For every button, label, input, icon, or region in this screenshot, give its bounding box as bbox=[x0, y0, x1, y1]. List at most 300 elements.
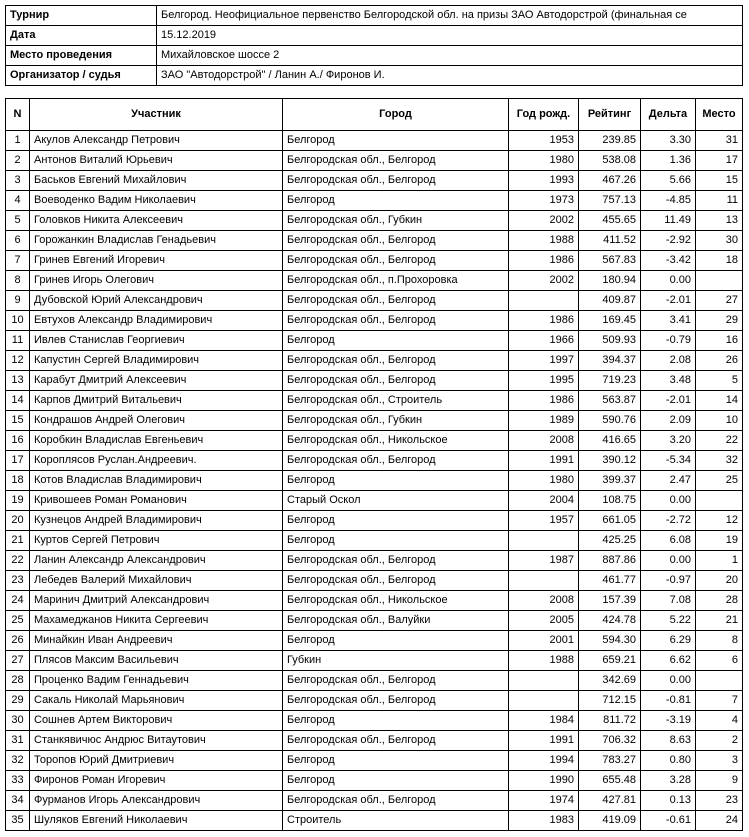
cell-city: Белгородская обл., Строитель bbox=[283, 391, 509, 411]
info-value: ЗАО "Автодорстрой" / Ланин А./ Фиронов И. bbox=[157, 66, 743, 86]
cell-birth-year: 2002 bbox=[509, 211, 579, 231]
table-row bbox=[6, 611, 743, 631]
cell-city: Белгородская обл., Белгород bbox=[283, 671, 509, 691]
table-row bbox=[6, 391, 743, 411]
cell-rating: 509.93 bbox=[579, 331, 641, 351]
header-delta: Дельта bbox=[641, 99, 696, 131]
cell-n: 21 bbox=[6, 531, 30, 551]
cell-birth-year: 1995 bbox=[509, 371, 579, 391]
cell-participant: Коробкин Владислав Евгеньевич bbox=[30, 431, 283, 451]
table-row bbox=[6, 631, 743, 651]
cell-delta: 7.08 bbox=[641, 591, 696, 611]
cell-participant: Куртов Сергей Петрович bbox=[30, 531, 283, 551]
cell-birth-year bbox=[509, 571, 579, 591]
table-row bbox=[6, 211, 743, 231]
cell-participant: Минайкин Иван Андреевич bbox=[30, 631, 283, 651]
cell-city: Белгородская обл., Белгород bbox=[283, 371, 509, 391]
cell-rating: 467.26 bbox=[579, 171, 641, 191]
cell-place: 32 bbox=[696, 451, 743, 471]
cell-delta: -3.19 bbox=[641, 711, 696, 731]
cell-delta: 0.13 bbox=[641, 791, 696, 811]
table-row bbox=[6, 811, 743, 831]
cell-participant: Махамеджанов Никита Сергеевич bbox=[30, 611, 283, 631]
cell-rating: 590.76 bbox=[579, 411, 641, 431]
table-row bbox=[6, 791, 743, 811]
cell-city: Строитель bbox=[283, 811, 509, 831]
cell-place: 14 bbox=[696, 391, 743, 411]
cell-delta: 3.30 bbox=[641, 131, 696, 151]
cell-n: 18 bbox=[6, 471, 30, 491]
cell-birth-year: 1983 bbox=[509, 811, 579, 831]
cell-place: 2 bbox=[696, 731, 743, 751]
cell-delta: 11.49 bbox=[641, 211, 696, 231]
cell-n: 14 bbox=[6, 391, 30, 411]
table-row bbox=[6, 411, 743, 431]
cell-place: 30 bbox=[696, 231, 743, 251]
cell-place: 22 bbox=[696, 431, 743, 451]
cell-n: 11 bbox=[6, 331, 30, 351]
cell-n: 28 bbox=[6, 671, 30, 691]
table-row bbox=[6, 151, 743, 171]
cell-place: 3 bbox=[696, 751, 743, 771]
cell-participant: Лебедев Валерий Михайлович bbox=[30, 571, 283, 591]
cell-birth-year: 1994 bbox=[509, 751, 579, 771]
header-birth-year: Год рожд. bbox=[509, 99, 579, 131]
cell-delta: 3.41 bbox=[641, 311, 696, 331]
cell-rating: 390.12 bbox=[579, 451, 641, 471]
cell-rating: 157.39 bbox=[579, 591, 641, 611]
cell-n: 22 bbox=[6, 551, 30, 571]
info-row-tournament bbox=[6, 6, 743, 26]
cell-delta: 0.00 bbox=[641, 671, 696, 691]
header-n: N bbox=[6, 99, 30, 131]
cell-city: Белгородская обл., п.Прохоровка bbox=[283, 271, 509, 291]
cell-rating: 108.75 bbox=[579, 491, 641, 511]
cell-birth-year: 1984 bbox=[509, 711, 579, 731]
table-row bbox=[6, 231, 743, 251]
cell-rating: 461.77 bbox=[579, 571, 641, 591]
cell-city: Белгородская обл., Губкин bbox=[283, 211, 509, 231]
cell-rating: 416.65 bbox=[579, 431, 641, 451]
cell-place: 27 bbox=[696, 291, 743, 311]
table-row bbox=[6, 651, 743, 671]
cell-n: 23 bbox=[6, 571, 30, 591]
cell-rating: 594.30 bbox=[579, 631, 641, 651]
cell-n: 3 bbox=[6, 171, 30, 191]
cell-place: 19 bbox=[696, 531, 743, 551]
table-row bbox=[6, 491, 743, 511]
cell-delta: -2.01 bbox=[641, 391, 696, 411]
cell-n: 34 bbox=[6, 791, 30, 811]
cell-delta: 5.22 bbox=[641, 611, 696, 631]
cell-participant: Фурманов Игорь Александрович bbox=[30, 791, 283, 811]
cell-rating: 757.13 bbox=[579, 191, 641, 211]
cell-birth-year: 2002 bbox=[509, 271, 579, 291]
cell-delta: 0.80 bbox=[641, 751, 696, 771]
table-row bbox=[6, 771, 743, 791]
cell-birth-year: 2001 bbox=[509, 631, 579, 651]
cell-delta: 0.00 bbox=[641, 491, 696, 511]
cell-n: 7 bbox=[6, 251, 30, 271]
cell-n: 20 bbox=[6, 511, 30, 531]
cell-participant: Баськов Евгений Михайлович bbox=[30, 171, 283, 191]
cell-participant: Сакаль Николай Марьянович bbox=[30, 691, 283, 711]
cell-city: Белгородская обл., Белгород bbox=[283, 231, 509, 251]
cell-participant: Гринев Евгений Игоревич bbox=[30, 251, 283, 271]
cell-birth-year: 1993 bbox=[509, 171, 579, 191]
cell-place: 24 bbox=[696, 811, 743, 831]
info-value: Белгород. Неофициальное первенство Белгородской обл. на призы ЗАО Автодорстрой (финальная се bbox=[157, 6, 743, 26]
cell-city: Белгород bbox=[283, 771, 509, 791]
cell-birth-year: 1991 bbox=[509, 451, 579, 471]
table-row bbox=[6, 371, 743, 391]
cell-place: 15 bbox=[696, 171, 743, 191]
cell-city: Белгород bbox=[283, 471, 509, 491]
cell-rating: 538.08 bbox=[579, 151, 641, 171]
cell-place: 10 bbox=[696, 411, 743, 431]
results-header-row bbox=[6, 99, 743, 131]
cell-birth-year: 1957 bbox=[509, 511, 579, 531]
cell-birth-year: 1986 bbox=[509, 391, 579, 411]
cell-city: Белгород bbox=[283, 131, 509, 151]
cell-rating: 719.23 bbox=[579, 371, 641, 391]
cell-delta: -5.34 bbox=[641, 451, 696, 471]
cell-city: Белгород bbox=[283, 751, 509, 771]
cell-participant: Головков Никита Алексеевич bbox=[30, 211, 283, 231]
cell-place: 18 bbox=[696, 251, 743, 271]
tournament-info-table bbox=[5, 5, 743, 86]
tournament-info-body bbox=[6, 6, 743, 86]
cell-place: 1 bbox=[696, 551, 743, 571]
cell-rating: 887.86 bbox=[579, 551, 641, 571]
cell-n: 31 bbox=[6, 731, 30, 751]
table-row bbox=[6, 431, 743, 451]
cell-delta: 6.08 bbox=[641, 531, 696, 551]
cell-delta: 1.36 bbox=[641, 151, 696, 171]
info-row-date bbox=[6, 26, 743, 46]
cell-participant: Ланин Александр Александрович bbox=[30, 551, 283, 571]
table-row bbox=[6, 191, 743, 211]
info-value: Михайловское шоссе 2 bbox=[157, 46, 743, 66]
table-row bbox=[6, 331, 743, 351]
cell-rating: 419.09 bbox=[579, 811, 641, 831]
cell-n: 12 bbox=[6, 351, 30, 371]
cell-city: Белгород bbox=[283, 631, 509, 651]
table-row bbox=[6, 251, 743, 271]
cell-n: 33 bbox=[6, 771, 30, 791]
table-row bbox=[6, 511, 743, 531]
cell-rating: 661.05 bbox=[579, 511, 641, 531]
cell-delta: -3.42 bbox=[641, 251, 696, 271]
cell-participant: Дубовской Юрий Александрович bbox=[30, 291, 283, 311]
cell-birth-year: 2004 bbox=[509, 491, 579, 511]
cell-birth-year: 2008 bbox=[509, 591, 579, 611]
cell-city: Белгородская обл., Белгород bbox=[283, 731, 509, 751]
table-row bbox=[6, 731, 743, 751]
cell-city: Белгородская обл., Белгород bbox=[283, 351, 509, 371]
table-row bbox=[6, 311, 743, 331]
cell-place: 20 bbox=[696, 571, 743, 591]
cell-place: 26 bbox=[696, 351, 743, 371]
cell-n: 25 bbox=[6, 611, 30, 631]
cell-participant: Горожанкин Владислав Генадьевич bbox=[30, 231, 283, 251]
cell-delta: 0.00 bbox=[641, 271, 696, 291]
cell-delta: 3.28 bbox=[641, 771, 696, 791]
cell-rating: 239.85 bbox=[579, 131, 641, 151]
cell-birth-year: 1988 bbox=[509, 231, 579, 251]
header-rating: Рейтинг bbox=[579, 99, 641, 131]
cell-n: 6 bbox=[6, 231, 30, 251]
cell-city: Белгородская обл., Белгород bbox=[283, 571, 509, 591]
cell-participant: Сошнев Артем Викторович bbox=[30, 711, 283, 731]
cell-n: 5 bbox=[6, 211, 30, 231]
cell-birth-year bbox=[509, 291, 579, 311]
cell-rating: 783.27 bbox=[579, 751, 641, 771]
cell-city: Белгородская обл., Белгород bbox=[283, 551, 509, 571]
cell-rating: 169.45 bbox=[579, 311, 641, 331]
cell-birth-year: 1989 bbox=[509, 411, 579, 431]
table-row bbox=[6, 571, 743, 591]
cell-rating: 567.83 bbox=[579, 251, 641, 271]
table-row bbox=[6, 551, 743, 571]
cell-delta: 0.00 bbox=[641, 551, 696, 571]
cell-city: Старый Оскол bbox=[283, 491, 509, 511]
cell-place: 25 bbox=[696, 471, 743, 491]
cell-n: 16 bbox=[6, 431, 30, 451]
cell-place: 23 bbox=[696, 791, 743, 811]
cell-rating: 394.37 bbox=[579, 351, 641, 371]
cell-participant: Антонов Виталий Юрьевич bbox=[30, 151, 283, 171]
cell-city: Губкин bbox=[283, 651, 509, 671]
cell-rating: 563.87 bbox=[579, 391, 641, 411]
cell-place: 28 bbox=[696, 591, 743, 611]
cell-rating: 411.52 bbox=[579, 231, 641, 251]
cell-delta: -0.79 bbox=[641, 331, 696, 351]
cell-place bbox=[696, 491, 743, 511]
cell-participant: Акулов Александр Петрович bbox=[30, 131, 283, 151]
cell-city: Белгородская обл., Белгород bbox=[283, 251, 509, 271]
cell-participant: Карпов Дмитрий Витальевич bbox=[30, 391, 283, 411]
cell-rating: 811.72 bbox=[579, 711, 641, 731]
cell-rating: 399.37 bbox=[579, 471, 641, 491]
cell-delta: -2.01 bbox=[641, 291, 696, 311]
cell-birth-year bbox=[509, 691, 579, 711]
cell-n: 13 bbox=[6, 371, 30, 391]
cell-participant: Кузнецов Андрей Владимирович bbox=[30, 511, 283, 531]
info-label: Дата bbox=[6, 26, 157, 46]
cell-city: Белгород bbox=[283, 531, 509, 551]
cell-delta: 6.62 bbox=[641, 651, 696, 671]
cell-place: 8 bbox=[696, 631, 743, 651]
table-row bbox=[6, 131, 743, 151]
cell-birth-year: 1988 bbox=[509, 651, 579, 671]
info-row-organizer bbox=[6, 66, 743, 86]
table-row bbox=[6, 691, 743, 711]
cell-place: 7 bbox=[696, 691, 743, 711]
cell-city: Белгородская обл., Белгород bbox=[283, 291, 509, 311]
cell-city: Белгородская обл., Белгород bbox=[283, 171, 509, 191]
cell-participant: Кондрашов Андрей Олегович bbox=[30, 411, 283, 431]
cell-rating: 655.48 bbox=[579, 771, 641, 791]
cell-place: 6 bbox=[696, 651, 743, 671]
results-table bbox=[5, 98, 743, 831]
cell-participant: Котов Владислав Владимирович bbox=[30, 471, 283, 491]
cell-delta: 8.63 bbox=[641, 731, 696, 751]
table-row bbox=[6, 711, 743, 731]
cell-place: 12 bbox=[696, 511, 743, 531]
table-row bbox=[6, 351, 743, 371]
cell-birth-year: 2008 bbox=[509, 431, 579, 451]
cell-n: 8 bbox=[6, 271, 30, 291]
cell-birth-year: 1990 bbox=[509, 771, 579, 791]
cell-n: 2 bbox=[6, 151, 30, 171]
cell-city: Белгородская обл., Белгород bbox=[283, 791, 509, 811]
cell-birth-year: 1997 bbox=[509, 351, 579, 371]
header-place: Место bbox=[696, 99, 743, 131]
cell-n: 35 bbox=[6, 811, 30, 831]
cell-place: 4 bbox=[696, 711, 743, 731]
cell-rating: 425.25 bbox=[579, 531, 641, 551]
header-city: Город bbox=[283, 99, 509, 131]
cell-delta: 3.20 bbox=[641, 431, 696, 451]
cell-city: Белгород bbox=[283, 331, 509, 351]
cell-n: 1 bbox=[6, 131, 30, 151]
cell-city: Белгородская обл., Белгород bbox=[283, 151, 509, 171]
table-row bbox=[6, 531, 743, 551]
cell-rating: 712.15 bbox=[579, 691, 641, 711]
cell-participant: Торопов Юрий Дмитриевич bbox=[30, 751, 283, 771]
cell-city: Белгородская обл., Никольское bbox=[283, 591, 509, 611]
cell-rating: 427.81 bbox=[579, 791, 641, 811]
cell-participant: Плясов Максим Васильевич bbox=[30, 651, 283, 671]
cell-rating: 180.94 bbox=[579, 271, 641, 291]
cell-n: 32 bbox=[6, 751, 30, 771]
cell-birth-year: 1991 bbox=[509, 731, 579, 751]
cell-city: Белгородская обл., Валуйки bbox=[283, 611, 509, 631]
cell-delta: 2.09 bbox=[641, 411, 696, 431]
cell-city: Белгородская обл., Белгород bbox=[283, 451, 509, 471]
table-row bbox=[6, 171, 743, 191]
cell-participant: Воеводенко Вадим Николаевич bbox=[30, 191, 283, 211]
cell-n: 4 bbox=[6, 191, 30, 211]
cell-delta: -0.81 bbox=[641, 691, 696, 711]
cell-city: Белгородская обл., Белгород bbox=[283, 691, 509, 711]
cell-rating: 342.69 bbox=[579, 671, 641, 691]
cell-n: 26 bbox=[6, 631, 30, 651]
results-body bbox=[6, 131, 743, 831]
cell-participant: Кривошеев Роман Романович bbox=[30, 491, 283, 511]
cell-birth-year: 1973 bbox=[509, 191, 579, 211]
cell-place: 9 bbox=[696, 771, 743, 791]
cell-participant: Ивлев Станислав Георгиевич bbox=[30, 331, 283, 351]
cell-n: 9 bbox=[6, 291, 30, 311]
cell-delta: 5.66 bbox=[641, 171, 696, 191]
table-row bbox=[6, 271, 743, 291]
cell-rating: 659.21 bbox=[579, 651, 641, 671]
cell-birth-year: 1980 bbox=[509, 151, 579, 171]
cell-place: 21 bbox=[696, 611, 743, 631]
cell-place: 11 bbox=[696, 191, 743, 211]
info-label: Место проведения bbox=[6, 46, 157, 66]
cell-city: Белгород bbox=[283, 511, 509, 531]
cell-birth-year: 1986 bbox=[509, 311, 579, 331]
cell-participant: Карабут Дмитрий Алексеевич bbox=[30, 371, 283, 391]
cell-place: 17 bbox=[696, 151, 743, 171]
cell-n: 15 bbox=[6, 411, 30, 431]
cell-rating: 706.32 bbox=[579, 731, 641, 751]
cell-n: 27 bbox=[6, 651, 30, 671]
cell-city: Белгородская обл., Губкин bbox=[283, 411, 509, 431]
info-row-venue bbox=[6, 46, 743, 66]
cell-birth-year: 2005 bbox=[509, 611, 579, 631]
cell-place: 29 bbox=[696, 311, 743, 331]
cell-participant: Короплясов Руслан.Андреевич. bbox=[30, 451, 283, 471]
cell-place: 16 bbox=[696, 331, 743, 351]
cell-participant: Шуляков Евгений Николаевич bbox=[30, 811, 283, 831]
cell-n: 17 bbox=[6, 451, 30, 471]
cell-place: 13 bbox=[696, 211, 743, 231]
cell-delta: -0.61 bbox=[641, 811, 696, 831]
cell-delta: -2.92 bbox=[641, 231, 696, 251]
cell-delta: 2.08 bbox=[641, 351, 696, 371]
cell-birth-year: 1980 bbox=[509, 471, 579, 491]
cell-birth-year: 1953 bbox=[509, 131, 579, 151]
table-row bbox=[6, 751, 743, 771]
cell-place bbox=[696, 671, 743, 691]
cell-birth-year: 1966 bbox=[509, 331, 579, 351]
cell-participant: Гринев Игорь Олегович bbox=[30, 271, 283, 291]
cell-city: Белгород bbox=[283, 711, 509, 731]
info-label: Турнир bbox=[6, 6, 157, 26]
cell-birth-year: 1987 bbox=[509, 551, 579, 571]
header-participant: Участник bbox=[30, 99, 283, 131]
cell-birth-year: 1974 bbox=[509, 791, 579, 811]
cell-participant: Капустин Сергей Владимирович bbox=[30, 351, 283, 371]
cell-rating: 424.78 bbox=[579, 611, 641, 631]
cell-n: 10 bbox=[6, 311, 30, 331]
cell-n: 30 bbox=[6, 711, 30, 731]
cell-delta: -4.85 bbox=[641, 191, 696, 211]
cell-participant: Фиронов Роман Игоревич bbox=[30, 771, 283, 791]
cell-city: Белгородская обл., Белгород bbox=[283, 311, 509, 331]
cell-participant: Проценко Вадим Геннадьевич bbox=[30, 671, 283, 691]
cell-place: 5 bbox=[696, 371, 743, 391]
cell-city: Белгород bbox=[283, 191, 509, 211]
cell-birth-year bbox=[509, 531, 579, 551]
cell-delta: 6.29 bbox=[641, 631, 696, 651]
table-row bbox=[6, 671, 743, 691]
info-label: Организатор / судья bbox=[6, 66, 157, 86]
cell-participant: Евтухов Александр Владимирович bbox=[30, 311, 283, 331]
cell-delta: 3.48 bbox=[641, 371, 696, 391]
cell-participant: Станкявичюс Андрюс Витаутович bbox=[30, 731, 283, 751]
cell-rating: 455.65 bbox=[579, 211, 641, 231]
table-row bbox=[6, 591, 743, 611]
cell-place: 31 bbox=[696, 131, 743, 151]
cell-delta: 2.47 bbox=[641, 471, 696, 491]
cell-birth-year bbox=[509, 671, 579, 691]
cell-place bbox=[696, 271, 743, 291]
cell-participant: Маринич Дмитрий Александрович bbox=[30, 591, 283, 611]
cell-rating: 409.87 bbox=[579, 291, 641, 311]
cell-n: 29 bbox=[6, 691, 30, 711]
table-row bbox=[6, 291, 743, 311]
cell-delta: -2.72 bbox=[641, 511, 696, 531]
cell-n: 19 bbox=[6, 491, 30, 511]
table-row bbox=[6, 451, 743, 471]
table-row bbox=[6, 471, 743, 491]
info-value: 15.12.2019 bbox=[157, 26, 743, 46]
